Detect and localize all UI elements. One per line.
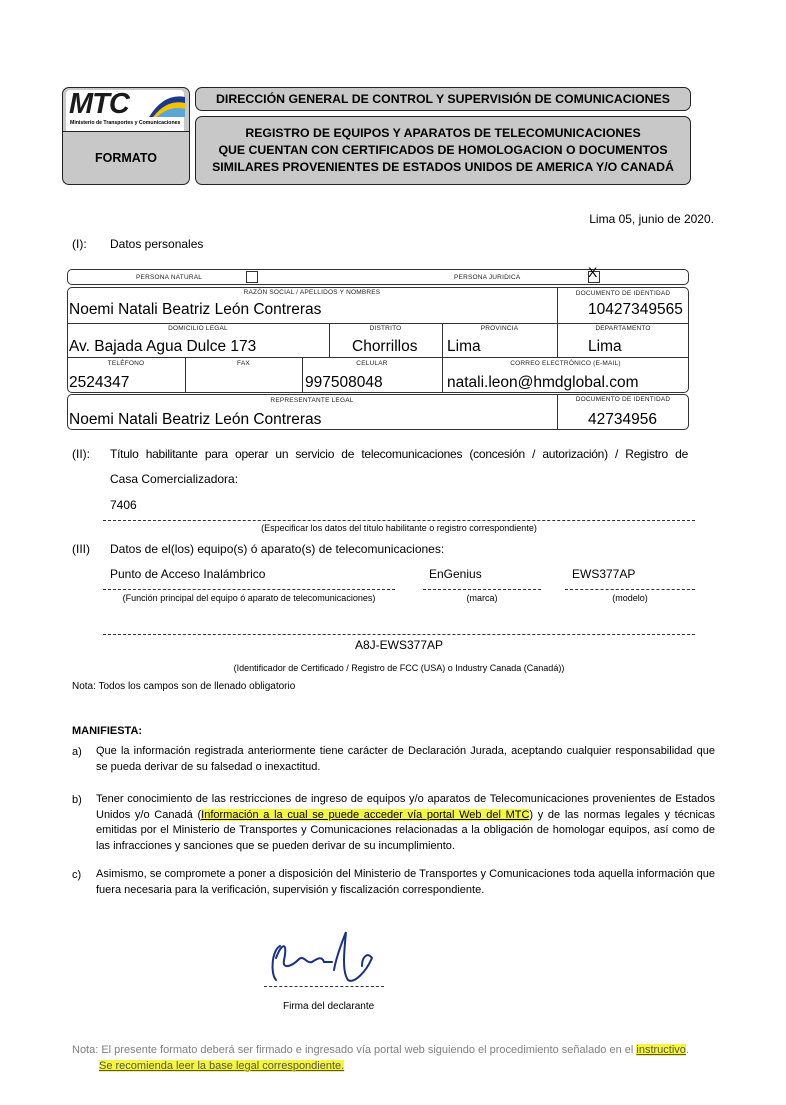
instructivo-link[interactable]: instructivo <box>636 1044 686 1056</box>
section2-text-line1: Título habilitante para operar un servicio de telecomunicaciones (concesión / autorización) / Registro de <box>110 447 688 461</box>
title-line-1: REGISTRO DE EQUIPOS Y APARATOS DE TELECOMUNICACIONES <box>245 126 641 140</box>
persona-natural-checkbox[interactable] <box>246 271 258 283</box>
section2-text-line2: Casa Comercializadora: <box>110 472 239 486</box>
persona-natural-label: PERSONA NATURAL <box>136 274 203 281</box>
logo-text: MTC <box>69 88 129 120</box>
telefono-label: TELÉFONO <box>107 360 145 367</box>
nota-campos: Nota: Todos los campos son de llenado obligatorio <box>72 681 296 692</box>
signature-line <box>264 986 384 987</box>
rep-label: REPRESENTANTE LEGAL <box>270 397 354 404</box>
date-text: Lima 05, junio de 2020. <box>589 212 714 226</box>
formato-label: FORMATO <box>94 151 158 165</box>
title-line-2: QUE CUENTAN CON CERTIFICADOS DE HOMOLOGACION O DOCUMENTOS <box>218 143 668 157</box>
funcion-value: Punto de Acceso Inalámbrico <box>110 567 266 581</box>
base-legal-link[interactable]: Se recomienda leer la base legal correspondiente. <box>99 1060 345 1072</box>
footer-nota-pre: Nota: El presente formato deberá ser firmado e ingresado vía portal web siguiendo el procedimiento señalado en el <box>72 1044 637 1056</box>
item-b-text <box>96 792 715 854</box>
logo-box <box>62 87 190 185</box>
row-divider-1 <box>67 323 689 324</box>
section2-num: (II): <box>72 447 90 461</box>
persona-juridica-mark: X <box>588 264 598 280</box>
razon-label: RAZÓN SOCIAL / APELLIDOS Y NOMBRES <box>243 289 381 296</box>
section2-caption: (Especificar los datos del título habilitante o registro correspondiente) <box>261 523 537 533</box>
departamento-value: Lima <box>588 338 622 355</box>
provincia-value: Lima <box>447 338 481 355</box>
item-a-label: a) <box>72 746 82 758</box>
cert-value: A8J-EWS377AP <box>354 638 444 652</box>
direccion-title: DIRECCIÓN GENERAL DE CONTROL Y SUPERVISIÓN DE COMUNICACIONES <box>216 92 670 106</box>
fax-label: FAX <box>237 360 250 367</box>
modelo-value: EWS377AP <box>572 567 636 581</box>
section3-title: Datos de el(los) equipo(s) ó aparato(s) de telecomunicaciones: <box>110 542 445 556</box>
provincia-label: PROVINCIA <box>480 325 519 332</box>
logo-subtitle: Ministerio de Transportes y Comunicaciones <box>70 120 181 126</box>
celular-value: 997508048 <box>305 374 383 391</box>
item-b-label: b) <box>72 794 82 806</box>
doc-value: 10427349565 <box>588 301 683 318</box>
logo-divider <box>63 131 189 132</box>
title-line-3: SIMILARES PROVENIENTES DE ESTADOS UNIDOS DE AMERICA Y/O CANADÁ <box>212 160 674 174</box>
correo-value: natali.leon@hmdglobal.com <box>447 374 639 391</box>
section3-num: (III) <box>72 542 90 556</box>
celular-label: CELULAR <box>356 360 388 367</box>
persona-juridica-label: PERSONA JURIDICA <box>454 274 521 281</box>
cert-caption: (Identificador de Certificado / Registro de FCC (USA) o Industry Canada (Canadá)) <box>233 663 565 673</box>
modelo-dashline <box>565 589 695 590</box>
signature-image <box>262 928 382 988</box>
marca-caption: (marca) <box>466 593 498 603</box>
manifiesta-title: MANIFIESTA: <box>72 725 143 737</box>
razon-value: Noemi Natali Beatriz León Contreras <box>69 301 322 318</box>
funcion-caption: (Función principal del equipo ó aparato de telecomunicaciones) <box>122 593 376 603</box>
correo-label: CORREO ELECTRÓNICO (E-MAIL) <box>510 360 621 367</box>
mtc-logo <box>69 88 185 131</box>
rep-value: Noemi Natali Beatriz León Contreras <box>69 411 322 428</box>
item-c-label: c) <box>72 869 82 881</box>
rep-doc-label: DOCUMENTO DE IDENTIDAD <box>575 396 671 403</box>
funcion-dashline <box>103 589 395 590</box>
section1-title: Datos personales <box>110 237 204 251</box>
item-b-text-pre: Tener conocimiento de las restricciones de ingreso de equipos y/o aparatos de Telecomunicaciones provenientes de Estados Unidos y/o Canadá ( <box>96 793 715 821</box>
domicilio-value: Av. Bajada Agua Dulce 173 <box>69 338 257 355</box>
item-b-text-post: ) y de las normas legales y técnicas emitidas por el Ministerio de Transportes y Comunicaciones relacionadas a la obligación de homologar equipos, así como de las infracciones y sanciones que se pueden derivar de su incumplimiento. <box>96 808 716 852</box>
telefono-value: 2524347 <box>69 374 130 391</box>
section2-dashline <box>103 520 695 521</box>
item-a-text: Que la información registrada anteriormente tiene carácter de Declaración Jurada, aceptando cualquier responsabilidad que se pueda derivar de su falsedad o inexactitud. <box>96 745 715 773</box>
firma-label: Firma del declarante <box>283 1001 375 1012</box>
section2-value: 7406 <box>110 498 137 512</box>
direccion-box <box>195 87 691 111</box>
rep-doc-value: 42734956 <box>588 411 657 428</box>
item-c-text: Asimismo, se compromete a poner a disposición del Ministerio de Transportes y Comunicaciones toda aquella información que fuera necesaria para la verificación, supervisión y fiscalización correspondiente. <box>96 868 715 896</box>
modelo-caption: (modelo) <box>612 593 648 603</box>
persona-juridica-checkbox[interactable] <box>588 264 600 283</box>
distrito-value: Chorrillos <box>352 338 418 355</box>
mtc-portal-link[interactable]: Información a la cual se puede acceder vía portal Web del MTC <box>201 808 530 821</box>
cert-dashline <box>103 634 695 635</box>
doc-label: DOCUMENTO DE IDENTIDAD <box>575 290 671 297</box>
marca-value: EnGenius <box>429 567 482 581</box>
title-box <box>195 116 691 185</box>
footer-nota-post: . <box>685 1044 689 1056</box>
domicilio-label: DOMICILIO LEGAL <box>168 325 228 332</box>
marca-dashline <box>423 589 541 590</box>
footer-nota <box>72 1044 689 1056</box>
departamento-label: DEPARTAMENTO <box>595 325 651 332</box>
section1-num: (I): <box>72 237 87 251</box>
distrito-label: DISTRITO <box>369 325 402 332</box>
row-divider-2 <box>67 357 689 358</box>
